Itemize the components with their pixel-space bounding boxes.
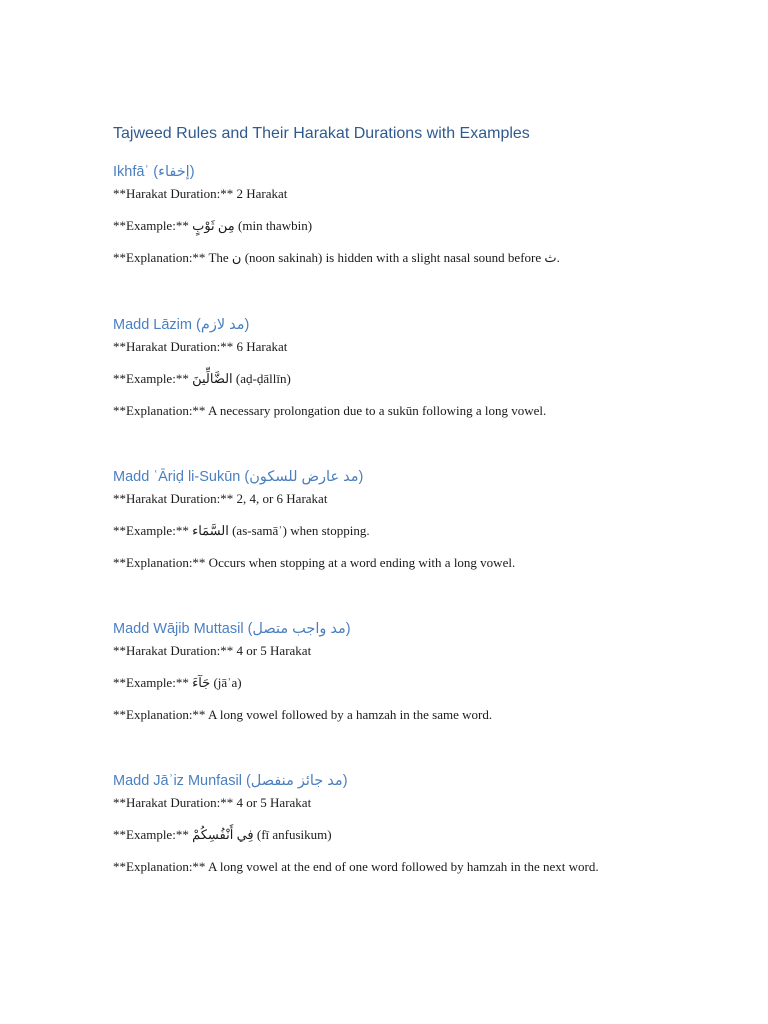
section-ikhfa [113, 161, 673, 267]
harakat-duration-line: **Harakat Duration:** 2, 4, or 6 Harakat [113, 491, 328, 506]
example-line: **Example:** الضَّالِّينَ (aḍ-ḍāllīn) [113, 371, 291, 386]
example-line: **Example:** فِي أَنْفُسِكُمْ (fī anfusikum) [113, 827, 332, 842]
explanation-line: **Explanation:** A long vowel followed by a hamzah in the same word. [113, 707, 493, 722]
harakat-duration-line: **Harakat Duration:** 4 or 5 Harakat [113, 795, 312, 810]
harakat-duration-line: **Harakat Duration:** 2 Harakat [113, 186, 288, 201]
explanation-line: **Explanation:** The ن (noon sakinah) is hidden with a slight nasal sound before ث. [113, 250, 560, 265]
section-heading: Ikhfāʾ (إخفاء) [113, 164, 195, 180]
explanation-line: **Explanation:** A necessary prolongation due to a sukūn following a long vowel. [113, 403, 547, 418]
example-line: **Example:** مِن ثَوْبٍ (min thawbin) [113, 218, 313, 233]
section-heading: Madd Lāzim (مد لازم) [113, 317, 250, 333]
explanation-line: **Explanation:** Occurs when stopping at a word ending with a long vowel. [113, 555, 516, 570]
example-line: **Example:** السَّمَاء (as-samāʾ) when stopping. [113, 523, 370, 538]
section-madd-jaiz [113, 770, 673, 876]
section-heading: Madd ʿĀriḍ li-Sukūn (مد عارض للسكون) [113, 469, 364, 485]
section-heading: Madd Jāʾiz Munfasil (مد جائز منفصل) [113, 773, 348, 789]
section-madd-arid [113, 466, 673, 572]
section-madd-lazim [113, 314, 673, 420]
document-title: Tajweed Rules and Their Harakat Durations with Examples [113, 125, 530, 142]
explanation-line: **Explanation:** A long vowel at the end of one word followed by hamzah in the next word. [113, 859, 599, 874]
harakat-duration-line: **Harakat Duration:** 4 or 5 Harakat [113, 643, 312, 658]
section-madd-wajib [113, 618, 673, 724]
harakat-duration-line: **Harakat Duration:** 6 Harakat [113, 339, 288, 354]
example-line: **Example:** جَآءَ (jāʾa) [113, 675, 242, 690]
section-heading: Madd Wājib Muttasil (مد واجب متصل) [113, 621, 351, 637]
